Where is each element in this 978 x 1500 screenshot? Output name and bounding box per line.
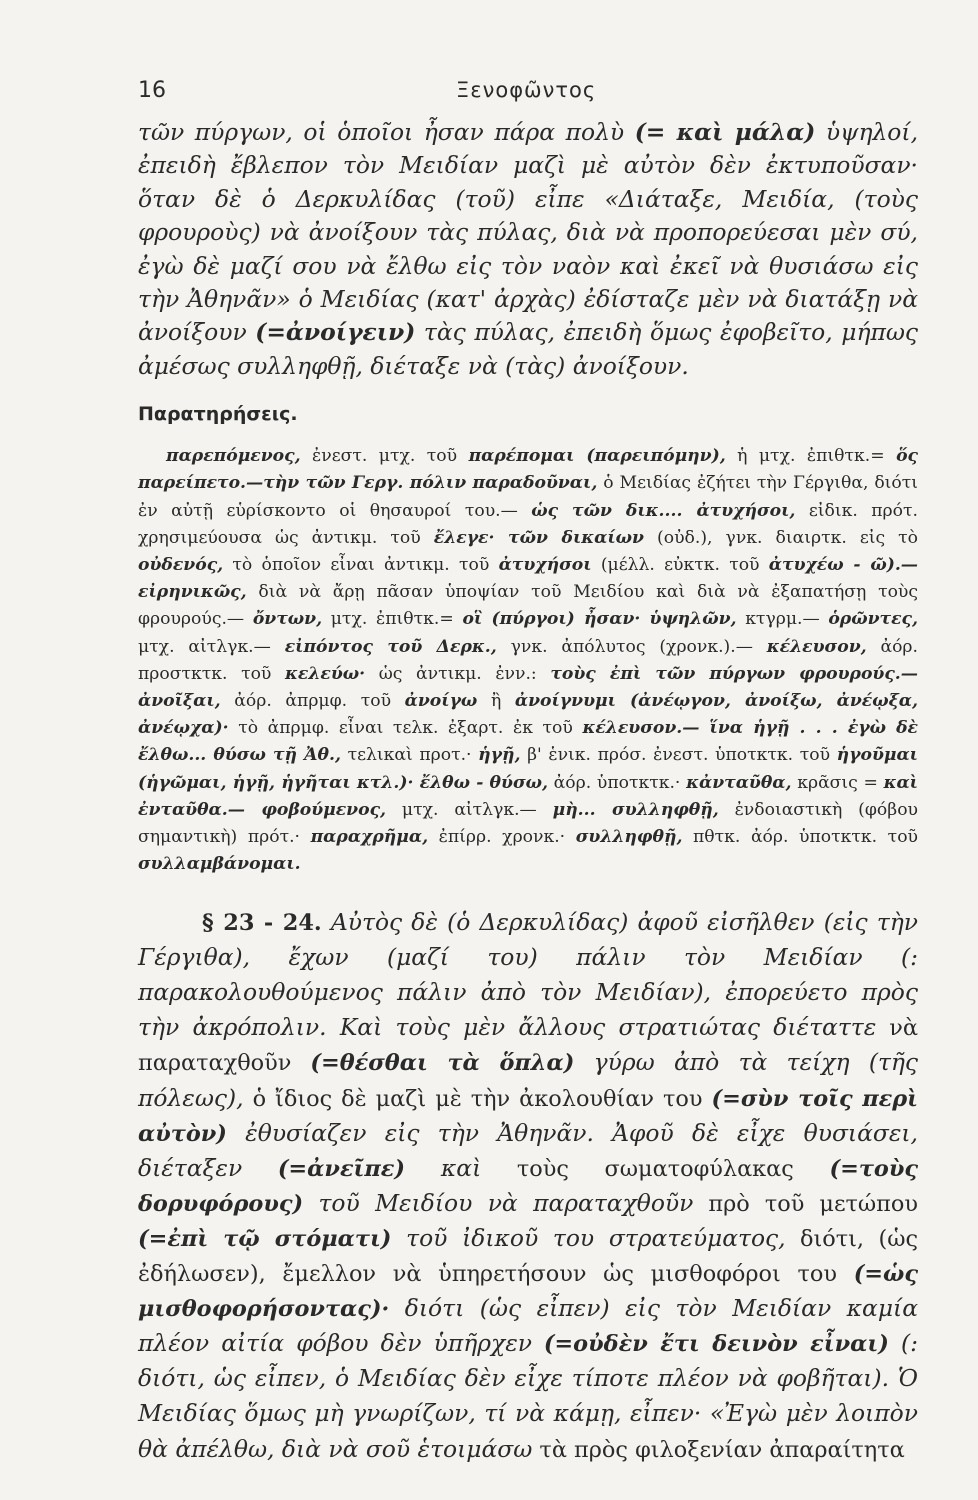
text-segment: ἐνεστ. μτχ. τοῦ: [300, 446, 469, 467]
text-segment: μτχ. ἐπιθτκ.=: [322, 609, 463, 630]
text-segment: τοῦ ἰδικοῦ του στρατεύματος,: [391, 1224, 786, 1253]
text-segment: (μέλλ. εὐκτκ. τοῦ: [591, 555, 769, 576]
text-segment: νὰ παραταχθοῦν: [138, 1015, 918, 1077]
text-segment: τὸ ἀπρμφ. εἶναι τελκ. ἐξαρτ. ἐκ τοῦ: [228, 718, 583, 739]
text-segment: τῶν πύργων, οἱ ὁποῖοι ἦσαν πάρα πολὺ: [138, 118, 635, 146]
text-segment: διὰ νὰ ἄρῃ πᾶσαν ὑποψίαν τοῦ Μειδίου καὶ διὰ νὰ ἐξαπατήσῃ τοὺς φρουρούς.—: [138, 582, 918, 630]
text-segment: εἰδικ. πρότ. χρησιμεύουσα ὡς ἀντικμ. τοῦ: [138, 500, 918, 548]
text-segment: τὰς πύλας, ἐπειδὴ ὅμως ἐφοβεῖτο, μήπως ἀμέσως συλληφθῇ, διέταξε νὰ (τὰς) ἀνοίξουν.: [138, 318, 919, 380]
text-segment: τελικαὶ προτ.·: [340, 745, 479, 766]
text-segment: (=θέσθαι τὰ ὅπλα): [310, 1050, 575, 1077]
text-segment: (=σὺν τοῖς περὶ αὐτὸν): [138, 1085, 918, 1147]
text-segment: § 23 - 24.: [202, 909, 322, 936]
text-segment: πρὸ τοῦ μετώπου: [693, 1191, 918, 1218]
text-segment: γύρω ἀπὸ τὰ τείχη (τῆς πόλεως),: [138, 1048, 918, 1112]
text-segment: ὅς παρείπετο.—τὴν τῶν Γεργ. πόλιν παραδοῦναι,: [138, 446, 918, 494]
text-segment: ὑψηλοί, ἐπειδὴ ἔβλεπον τὸν Μειδίαν μαζὶ μὲ αὐτὸν δὲν ἐκτυποῦσαν· ὅταν δὲ ὁ Δερκυλίδας (τοῦ) εἶπε «Διάταξε, Μειδία, (τοὺς φρουροὺς) νὰ ἀνοίξουν τὰς πύλας, διὰ νὰ προπορεύεσαι μὲν σύ, ἐγὼ δὲ μαζί σου νὰ ἔλθω εἰς τὸν ναὸν καὶ ἐκεῖ νὰ θυσιάσω εἰς τὴν Ἀθηνᾶν» ὁ Μειδίας (κατ' ἀρχὰς) ἐδίσταζε μὲν νὰ διατάξῃ νὰ ἀνοίξουν: [138, 118, 918, 347]
text-segment: (=ἀνοίγειν): [255, 318, 416, 347]
text-segment: διότι, (ὡς ἐδήλωσεν), ἔμελλον νὰ ὑπηρετήσουν ὡς μισθοφόροι του: [138, 1226, 918, 1287]
text-segment: τοὺς σωματοφύλακας: [481, 1155, 830, 1182]
page-header: [138, 72, 918, 112]
notes-heading: Παρατηρήσεις.: [138, 403, 298, 426]
text-segment: (οὐδ.), γνκ. διαιρτκ. εἰς τὸ: [643, 527, 918, 548]
text-segment: ἀόρ. ὑποτκτκ.·: [547, 772, 687, 793]
text-segment: ἡγοῦμαι (ἡγῶμαι, ἡγῇ, ἡγῆται κτλ.)· ἔλθω - θύσω,: [138, 745, 918, 793]
text-segment: κέλευσον.— ἵνα ἡγῇ . . . ἐγὼ δὲ ἔλθω... θύσω τῇ Ἀθ.,: [138, 718, 918, 766]
text-segment: τοῦ Μειδίου νὰ παραταχθοῦν: [303, 1189, 694, 1218]
text-segment: παρεπόμενος,: [166, 446, 301, 467]
text-segment: πθτκ. ἀόρ. ὑποτκτκ. τοῦ: [682, 827, 918, 848]
text-segment: (=ἐπὶ τῷ στόματι): [138, 1226, 392, 1253]
text-segment: ἀόρ. ἀπρμφ. τοῦ: [220, 691, 405, 712]
text-segment: συλληφθῇ,: [575, 827, 683, 848]
text-segment: μτχ. αἰτλγκ.—: [138, 636, 285, 657]
text-segment: ἐθυσίαζεν εἰς τὴν Ἀθηνᾶν. Ἀφοῦ δὲ εἶχε θυσιάσει, διέταξεν: [138, 1118, 918, 1182]
text-segment: μτχ. αἰτλγκ.—: [386, 799, 553, 820]
page-number: 16: [138, 78, 166, 103]
text-segment: τὸ ὁποῖον εἶναι ἀντικμ. τοῦ: [223, 555, 499, 576]
text-segment: γνκ. ἀπόλυτος (χρονκ.).—: [496, 636, 767, 657]
text-segment: κρᾶσις =: [791, 772, 884, 793]
section-23-24-paragraph: [138, 905, 918, 1467]
text-segment: οἳ (πύργοι) ἦσαν· ὑψηλῶν,: [462, 609, 737, 630]
text-segment: ἡ μτχ. ἐπιθτκ.=: [725, 446, 897, 467]
text-segment: καὶ ἐνταῦθα.— φοβούμενος,: [138, 772, 918, 820]
text-segment: παραχρῆμα,: [310, 827, 429, 848]
notes-paragraph: [138, 443, 918, 878]
text-segment: οὐδενός,: [138, 555, 224, 576]
text-segment: ἀνοίγω: [404, 691, 478, 712]
text-segment: καὶ: [405, 1153, 482, 1182]
text-segment: εἰπόντος τοῦ Δερκ.,: [284, 636, 497, 657]
text-segment: (=οὐδὲν ἔτι δεινὸν εἶναι): [543, 1330, 889, 1357]
text-segment: (=τοὺς δορυφόρους): [138, 1155, 918, 1218]
text-segment: ὡς τῶν δικ.... ἀτυχήσοι,: [531, 500, 796, 521]
translation-paragraph: [138, 116, 918, 383]
text-segment: τοὺς ἐπὶ τῶν πύργων φρουρούς.— ἀνοῖξαι,: [138, 663, 918, 712]
text-segment: διότι (ὡς εἶπεν) εἰς τὸν Μειδίαν καμία πλέον αἰτία φόβου δὲν ὑπῆρχεν: [138, 1293, 918, 1357]
text-segment: ὁρῶντες,: [828, 609, 918, 630]
running-head: Ξενοφῶντος: [456, 78, 597, 102]
text-segment: ὄντων,: [252, 609, 323, 630]
text-segment: ἀόρ. προστκτκ. τοῦ: [138, 636, 918, 684]
text-segment: (=ὡς μισθοφορήσοντας)·: [138, 1260, 918, 1322]
text-segment: (=ἀνεῖπε): [277, 1155, 405, 1182]
text-segment: (= καὶ μάλα): [634, 118, 816, 146]
text-segment: μὴ... συλληφθῇ,: [552, 799, 719, 820]
text-segment: [532, 1331, 544, 1357]
text-segment: ἀτυχήσοι: [498, 555, 592, 576]
text-segment: ἀτυχέω - ῶ).— εἰρηνικῶς,: [138, 555, 918, 603]
text-segment: Αὐτὸς δὲ (ὁ Δερκυλίδας) ἀφοῦ εἰσῆλθεν (εἰς τὴν Γέργιθα), ἔχων (μαζί του) πάλιν τὸν Μειδίαν (: παρακολουθούμενος πάλιν ἀπὸ τὸν Μειδίαν), ἐπορεύετο πρὸς τὴν ἀκρόπολιν. Καὶ τοὺς μὲν ἄλλους στρατιώτας διέταττε: [138, 907, 918, 1042]
text-segment: συλλαμβάνομαι.: [138, 854, 301, 875]
text-segment: τὰ πρὸς φιλοξενίαν ἀπαραίτητα: [532, 1436, 905, 1463]
text-segment: κελεύω·: [285, 663, 366, 684]
text-segment: (: διότι, ὡς εἶπεν, ὁ Μειδίας δὲν εἶχε τίποτε πλέον νὰ φοβῆται). Ὁ Μειδίας ὅμως μὴ γνωρίζων, τί νὰ κάμῃ, εἶπεν· «Ἐγὼ μὲν λοιπὸν θὰ ἀπέλθω, διὰ νὰ σοῦ ἑτοιμάσω: [138, 1328, 918, 1463]
text-segment: κέλευσον,: [766, 636, 867, 657]
text-segment: παρέπομαι (παρειπόμην),: [468, 446, 726, 467]
text-segment: κτγρμ.—: [736, 609, 829, 630]
text-segment: ἀνοίγνυμι (ἀνέῳγον, ἀνοίξω, ἀνέῳξα, ἀνέῳχα)·: [138, 691, 918, 739]
text-segment: β' ἑνικ. πρόσ. ἐνεστ. ὑποτκτκ. τοῦ: [520, 745, 837, 766]
text-segment: ἡγῇ,: [478, 745, 521, 766]
text-segment: ὁ Μειδίας ἐζήτει τὴν Γέργιθα, διότι ἐν αὐτῇ εὑρίσκοντο οἱ θησαυροί του.—: [138, 473, 918, 521]
text-segment: ὁ ἴδιος δὲ μαζὶ μὲ τὴν ἀκολουθίαν του: [243, 1085, 712, 1112]
text-segment: ἔλεγε· τῶν δικαίων: [433, 527, 644, 548]
text-segment: ὡς ἀντικμ. ἐνν.:: [365, 663, 551, 684]
text-segment: ἐνδοιαστικὴ (φόβου σημαντικὴ) πρότ.·: [138, 799, 919, 848]
text-segment: κἀνταῦθα,: [686, 772, 792, 793]
text-segment: ἢ: [477, 691, 515, 712]
text-segment: [242, 1156, 278, 1182]
text-segment: ἐπίρρ. χρονκ.·: [428, 827, 576, 848]
